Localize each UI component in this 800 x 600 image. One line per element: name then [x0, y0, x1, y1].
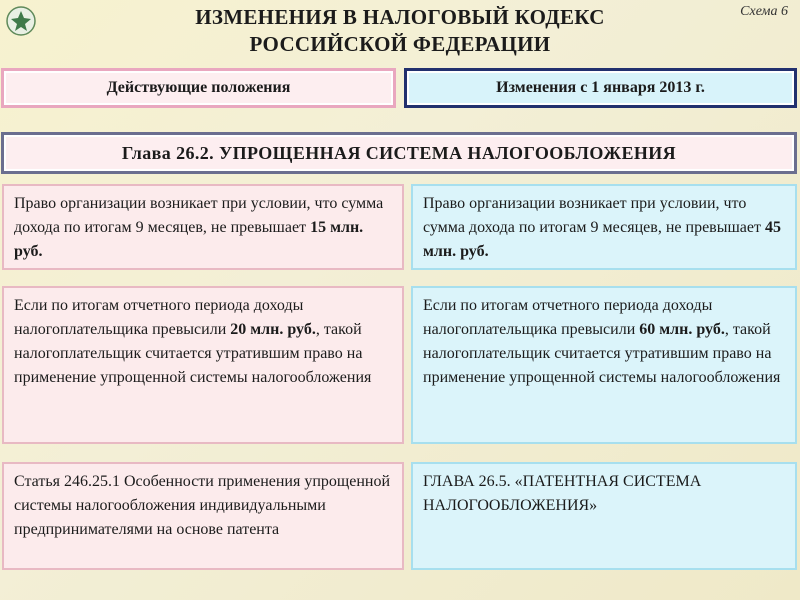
column-header-current: Действующие положения — [1, 68, 396, 108]
page-title — [150, 4, 650, 58]
amount: 15 млн. руб. — [14, 219, 364, 260]
current-patent-article-box: Статья 246.25.1 Особенности применения упрощенной системы налогообложения индивидуальными предпринимателями на основе патента — [2, 462, 404, 570]
new-loss-of-right-box — [411, 286, 797, 444]
scheme-label: Схема 6 — [740, 4, 788, 19]
new-patent-chapter-box: ГЛАВА 26.5. «ПАТЕНТНАЯ СИСТЕМА НАЛОГООБЛОЖЕНИЯ» — [411, 462, 797, 570]
text: , такой налогоплательщик считается утратившим право на применение упрощенной системы налогообложения — [423, 321, 781, 386]
new-income-condition-box — [411, 184, 797, 270]
chapter-title: Глава 26.2. УПРОЩЕННАЯ СИСТЕМА НАЛОГООБЛОЖЕНИЯ — [1, 132, 797, 174]
emblem-icon — [6, 6, 36, 36]
amount: 45 млн. руб. — [423, 219, 781, 260]
column-header-changes: Изменения с 1 января 2013 г. — [404, 68, 797, 108]
text: Право организации возникает при условии, что сумма дохода по итогам 9 месяцев, не превышает — [423, 195, 765, 236]
text: Право организации возникает при условии, что сумма дохода по итогам 9 месяцев, не превышает — [14, 195, 384, 236]
amount: 20 млн. руб. — [230, 321, 316, 338]
amount: 60 млн. руб. — [639, 321, 725, 338]
current-income-condition-box — [2, 184, 404, 270]
text: Если по итогам отчетного периода доходы налогоплательщика превысили — [14, 297, 304, 338]
title-line-2: РОССИЙСКОЙ ФЕДЕРАЦИИ — [249, 32, 551, 56]
title-line-1: ИЗМЕНЕНИЯ В НАЛОГОВЫЙ КОДЕКС — [195, 5, 605, 29]
current-loss-of-right-box — [2, 286, 404, 444]
text: , такой налогоплательщик считается утратившим право на применение упрощенной системы налогообложения — [14, 321, 372, 386]
text: Если по итогам отчетного периода доходы налогоплательщика превысили — [423, 297, 713, 338]
